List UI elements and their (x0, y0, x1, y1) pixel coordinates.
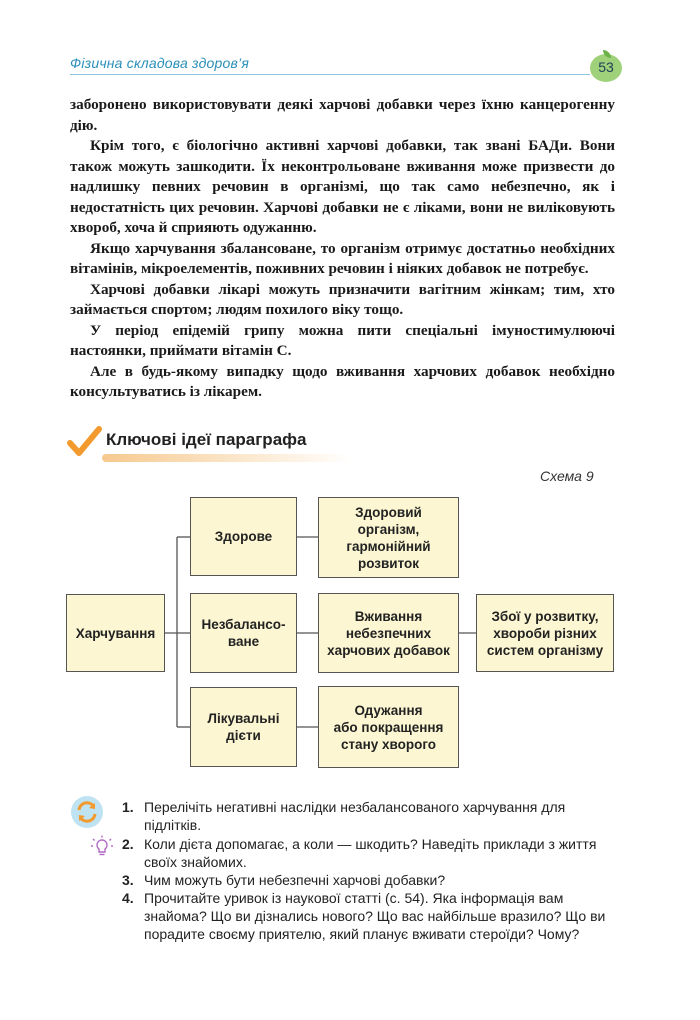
question-number: 1. (122, 799, 134, 815)
page-header (70, 50, 630, 80)
question-item (122, 798, 612, 834)
scheme-root-box: Харчування (66, 594, 165, 672)
page-number-badge (590, 50, 626, 82)
question-number: 2. (122, 836, 134, 852)
paragraph: Але в будь-якому випадку щодо вживання харчових добавок необхідно консультуватись із лікарем. (70, 362, 615, 400)
body-text (70, 95, 615, 403)
paragraph: Якщо харчування збалансоване, то організм отримує достатньо необхідних вітамінів, мікроелементів, поживних речовин і ніяких добавок не потребує. (70, 239, 615, 277)
scheme-effect-box: Здоровий організм, гармонійний розвиток (318, 497, 459, 578)
paragraph: У період епідемій грипу можна пити спеціальні імуностимулюючі настоянки, приймати вітамін С. (70, 321, 615, 359)
running-title: Фізична складова здоров’я (70, 55, 249, 71)
page-number: 53 (598, 59, 614, 75)
paragraph: Крім того, є біологічно активні харчові добавки, так звані БАДи. Вони також можуть зашкодити. Їх неконтрольоване вживання може призвести до надлишку певних речовин в організмі, що так само небезпечно, як і недостатність цих речовин. Харчові добавки не є ліками, вони не виліковують хвороб, хоча й сприяють одужанню. (70, 137, 615, 236)
paragraph: заборонено використовувати деякі харчові добавки через їхню канцерогенну дію. (70, 96, 615, 134)
question-item (122, 835, 612, 871)
scheme-effect-box: Вживання небезпечних харчових добавок (318, 593, 459, 673)
scheme-outcome-box: Збої у розвитку, хвороби різних систем організму (476, 594, 614, 672)
scheme-branch-box: Незбалансо- ване (190, 593, 297, 673)
scheme-effect-box: Одужання або покращення стану хворого (318, 686, 459, 768)
paragraph: Харчові добавки лікарі можуть призначити вагітним жінкам; тим, хто займається спортом; людям похилого віку тощо. (70, 280, 615, 318)
question-number: 4. (122, 890, 134, 906)
question-text: Коли дієта допомагає, а коли — шкодить? Наведіть приклади з життя своїх знайомих. (144, 836, 597, 870)
scheme-branch-box: Лікувальні дієти (190, 687, 297, 767)
question-item (122, 871, 612, 889)
question-text: Чим можуть бути небезпечні харчові добавки? (144, 872, 446, 888)
title-underline (102, 454, 352, 462)
section-heading (66, 424, 366, 464)
section-title: Ключові ідеї параграфа (106, 430, 307, 449)
question-text: Прочитайте уривок із наукової статті (с. 54). Яка інформація вам знайома? Що ви дізнались нового? Що вас найбільше вразило? Що ви порадите своєму приятелю, який планує вживати стероїди? Чому? (144, 890, 606, 942)
header-rule (70, 74, 590, 75)
lightbulb-icon (90, 835, 114, 859)
checkmark-icon (66, 424, 102, 460)
refresh-arrows-icon (70, 795, 104, 829)
scheme-branch-box: Здорове (190, 497, 297, 576)
question-text: Перелічіть негативні наслідки незбалансованого харчування для підлітків. (144, 799, 566, 833)
scheme-label: Схема 9 (540, 468, 594, 484)
question-item (122, 889, 612, 943)
question-number: 3. (122, 872, 134, 888)
